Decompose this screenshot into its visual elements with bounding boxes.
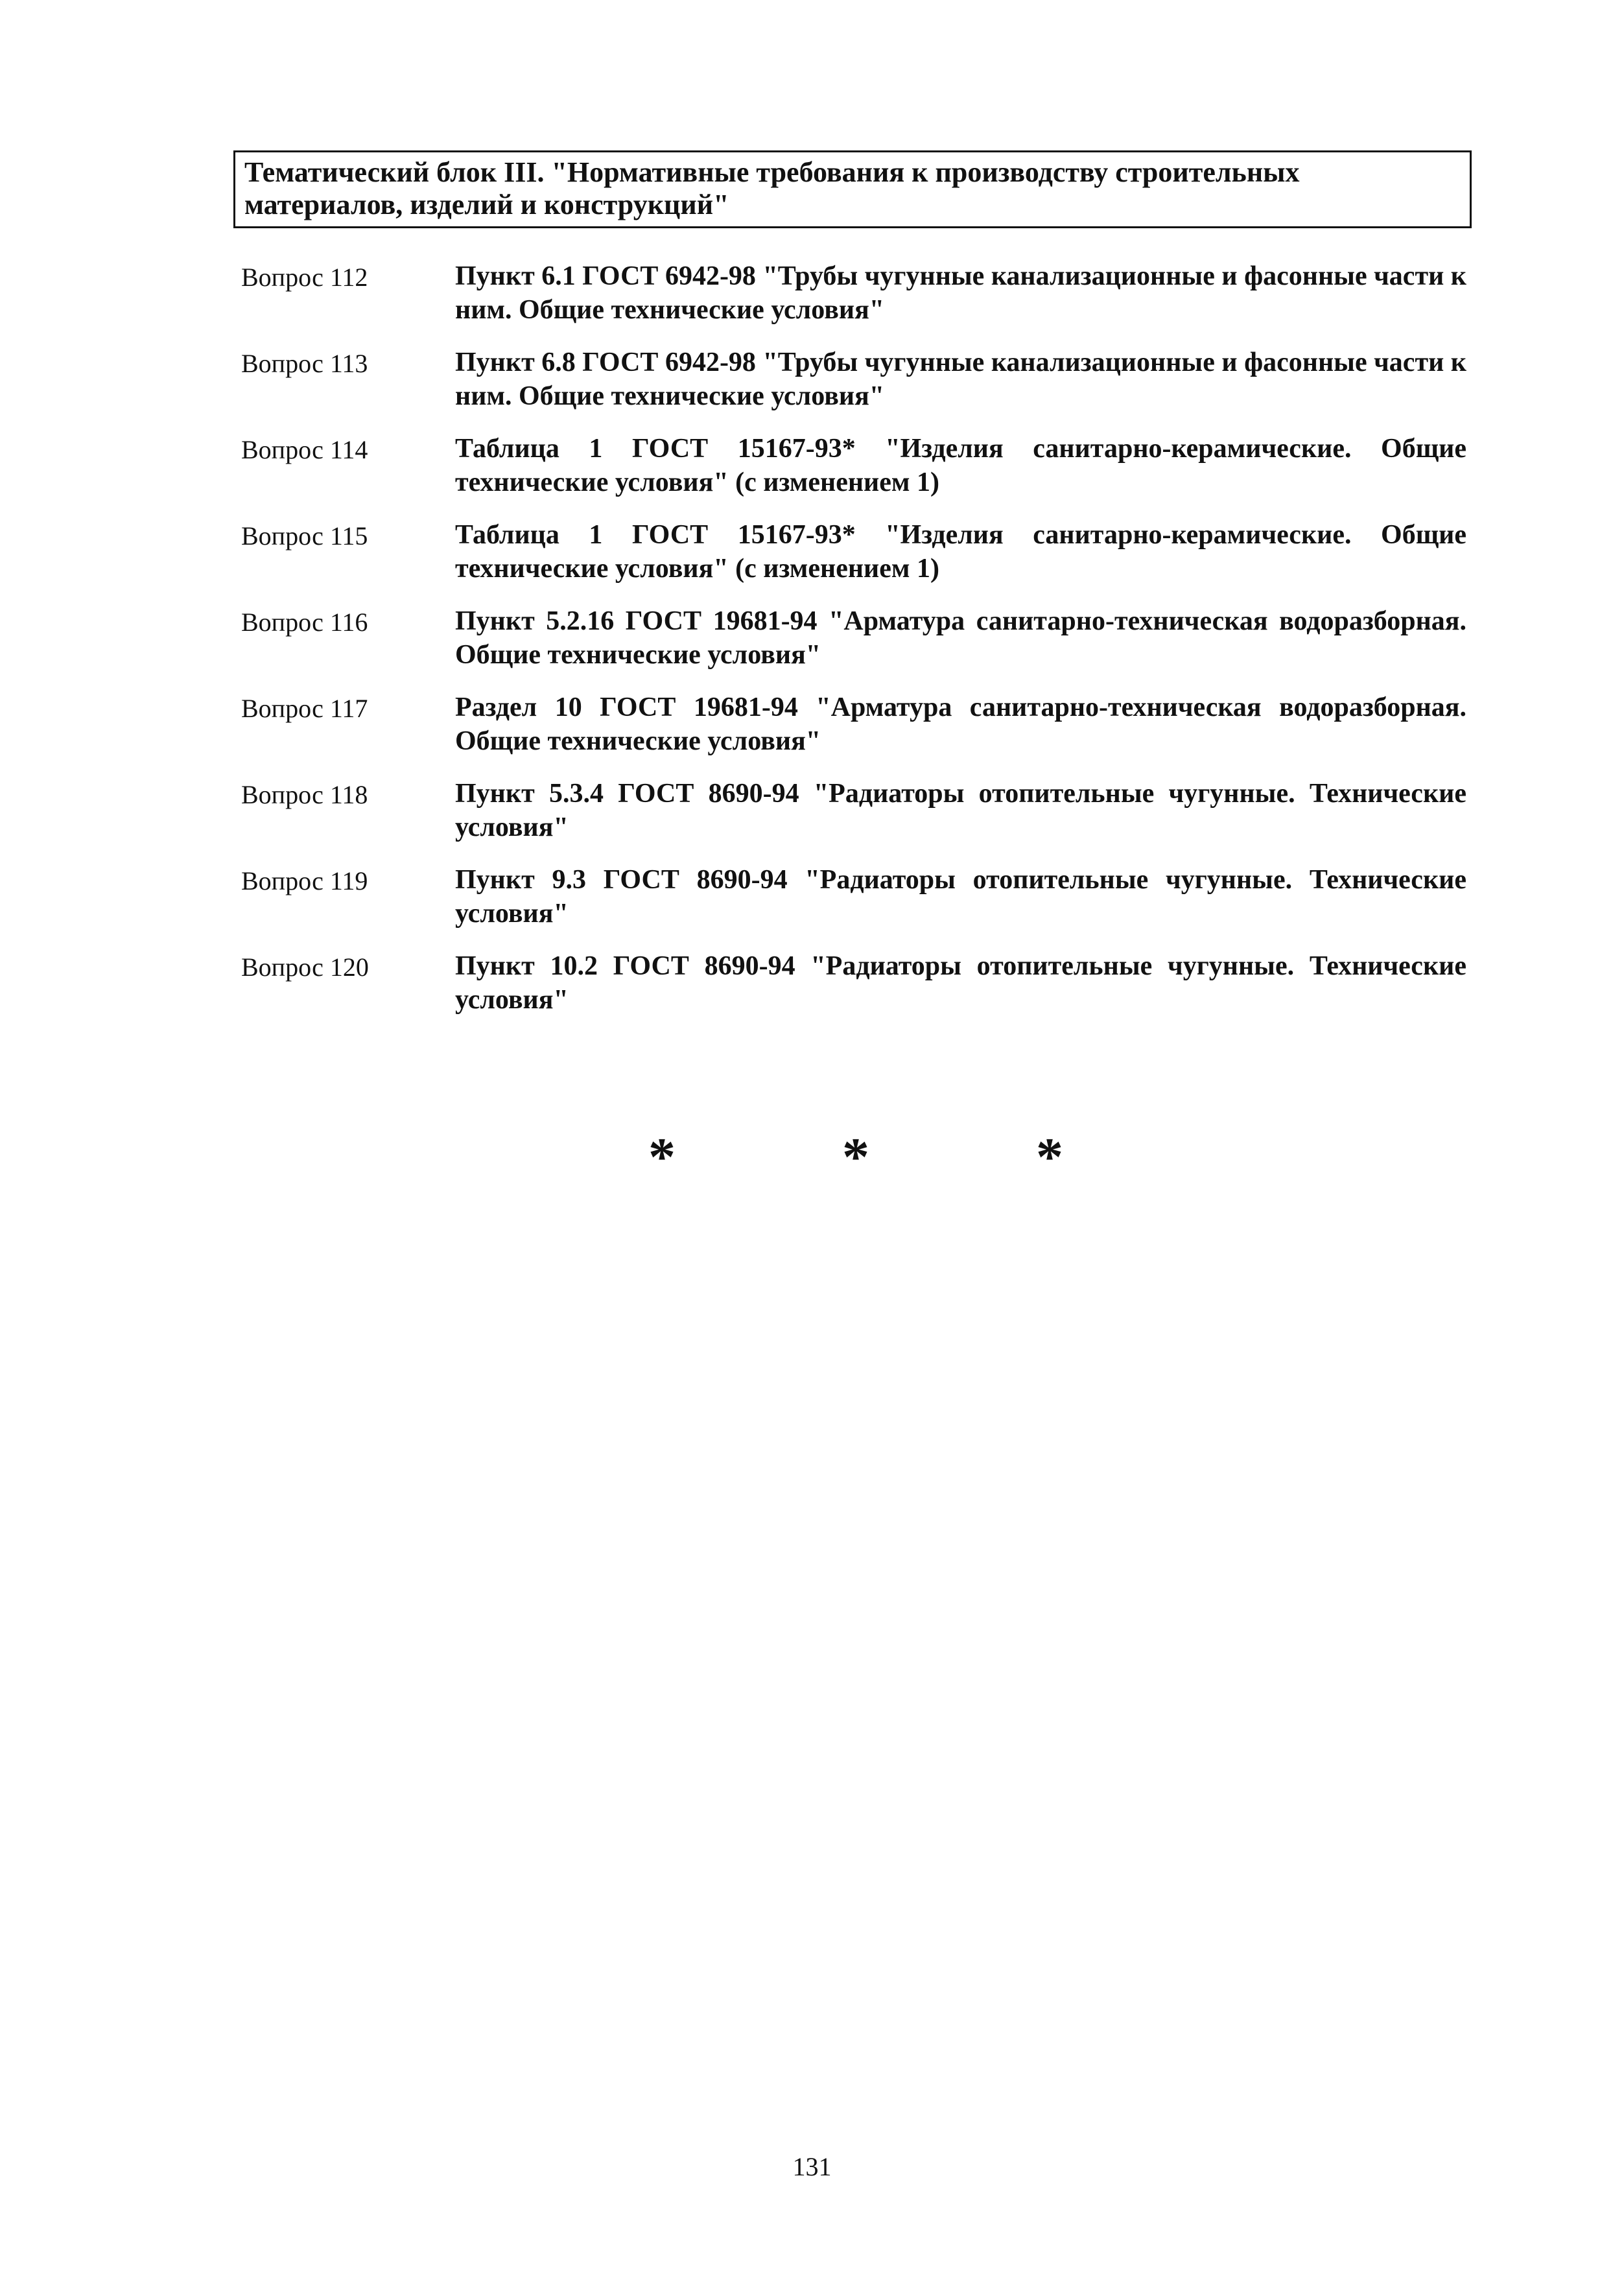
question-reference: Таблица 1 ГОСТ 15167-93* "Изделия санитарно-керамические. Общие технические условия" (с изменением 1) [455,520,1466,584]
question-label: Вопрос 117 [241,694,368,723]
question-row [241,259,1473,346]
question-label: Вопрос 115 [241,521,368,551]
section-separator [648,1128,1063,1187]
question-label: Вопрос 112 [241,263,368,292]
question-label: Вопрос 120 [241,953,369,982]
question-row [241,346,1473,432]
question-reference: Пункт 10.2 ГОСТ 8690-94 "Радиаторы отопительные чугунные. Технические условия" [455,951,1466,1015]
question-label: Вопрос 118 [241,780,368,809]
question-label: Вопрос 116 [241,608,368,637]
separator-star: * [1036,1127,1063,1187]
question-label: Вопрос 119 [241,866,368,895]
page-number: 131 [792,2152,832,2181]
question-row [241,432,1473,518]
separator-star: * [842,1127,869,1187]
questions-list [241,259,1473,1036]
question-reference: Пункт 5.3.4 ГОСТ 8690-94 "Радиаторы отопительные чугунные. Технические условия" [455,779,1466,842]
question-row [241,518,1473,604]
question-reference: Пункт 6.1 ГОСТ 6942-98 "Трубы чугунные канализационные и фасонные части к ним. Общие технические условия" [455,261,1466,325]
question-row [241,777,1473,863]
question-reference: Пункт 5.2.16 ГОСТ 19681-94 "Арматура санитарно-техническая водоразборная. Общие технические условия" [455,606,1466,670]
question-reference: Пункт 9.3 ГОСТ 8690-94 "Радиаторы отопительные чугунные. Технические условия" [455,865,1466,929]
question-reference: Таблица 1 ГОСТ 15167-93* "Изделия санитарно-керамические. Общие технические условия" (с изменением 1) [455,434,1466,497]
question-row [241,691,1473,777]
question-label: Вопрос 113 [241,349,368,378]
question-reference: Пункт 6.8 ГОСТ 6942-98 "Трубы чугунные канализационные и фасонные части к ним. Общие технические условия" [455,348,1466,411]
separator-star: * [648,1127,676,1187]
question-row [241,949,1473,1036]
question-reference: Раздел 10 ГОСТ 19681-94 "Арматура санитарно-техническая водоразборная. Общие технические условия" [455,693,1466,756]
question-row [241,863,1473,949]
question-row [241,604,1473,691]
question-label: Вопрос 114 [241,435,368,464]
thematic-block-title: Тематический блок III. "Нормативные требования к производству строительных материалов, изделий и конструкций" [233,150,1472,228]
